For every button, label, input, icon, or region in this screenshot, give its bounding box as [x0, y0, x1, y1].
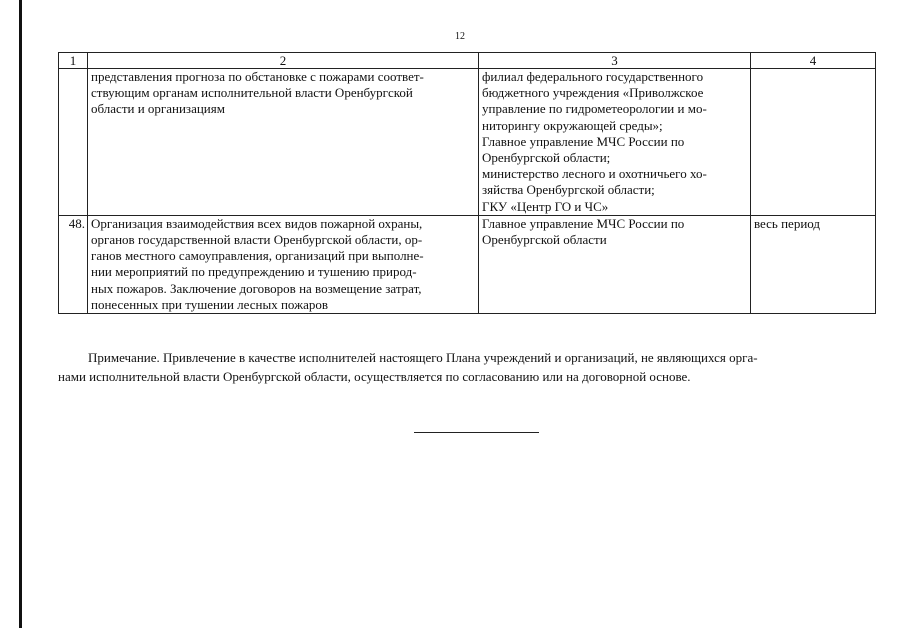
text-line: понесенных при тушении лесных пожаров — [91, 296, 328, 312]
table-header-row — [59, 53, 876, 69]
text-line: ствующим органам исполнительной власти Оренбургской — [91, 85, 413, 101]
table-row — [59, 69, 876, 216]
text-line: ниторингу окружающей среды»; — [482, 117, 663, 133]
activity-description — [88, 69, 479, 216]
text-line: ГКУ «Центр ГО и ЧС» — [482, 198, 609, 214]
row-number — [59, 69, 88, 216]
header-col-1: 1 — [59, 53, 88, 69]
page-edge-bar — [19, 0, 22, 628]
text-line: зяйства Оренбургской области; — [482, 182, 655, 198]
closing-rule — [414, 432, 539, 433]
text-line: нии мероприятий по предупреждению и тушению природ- — [91, 264, 417, 280]
text-line: органов государственной власти Оренбургской области, ор- — [91, 232, 423, 248]
header-col-3: 3 — [479, 53, 751, 69]
text-line: Оренбургской области; — [482, 150, 611, 166]
text-line: Организация взаимодействия всех видов пожарной охраны, — [91, 215, 423, 231]
text-line: управление по гидрометеорологии и мо- — [482, 101, 707, 117]
header-col-4: 4 — [751, 53, 876, 69]
execution-term: весь период — [751, 215, 876, 313]
text-line: ных пожаров. Заключение договоров на возмещение затрат, — [91, 280, 422, 296]
text-line: ганов местного самоуправления, организаций при выполне- — [91, 248, 424, 264]
plan-table — [58, 52, 876, 314]
text-line: министерство лесного и охотничьего хо- — [482, 166, 707, 182]
text-line: филиал федерального государственного — [482, 69, 704, 84]
text-line: Главное управление МЧС России по — [482, 133, 685, 149]
row-number: 48. — [59, 215, 88, 313]
header-col-2: 2 — [88, 53, 479, 69]
text-line: бюджетного учреждения «Приволжское — [482, 85, 704, 101]
activity-description — [88, 215, 479, 313]
table-row — [59, 215, 876, 313]
execution-term — [751, 69, 876, 216]
page-number: 12 — [455, 31, 465, 42]
note-line: Примечание. Привлечение в качестве исполнителей настоящего Плана учреждений и организаций, не являющихся орга- — [88, 350, 758, 365]
text-line: Оренбургской области — [482, 232, 607, 248]
responsible-organizations — [479, 69, 751, 216]
text-line: Главное управление МЧС России по — [482, 215, 685, 231]
text-line: области и организациям — [91, 101, 225, 117]
text-line: представления прогноза по обстановке с пожарами соответ- — [91, 69, 424, 84]
responsible-organizations — [479, 215, 751, 313]
note-line: нами исполнительной власти Оренбургской области, осуществляется по согласованию или на договорной основе. — [58, 369, 691, 384]
footnote — [58, 348, 878, 386]
